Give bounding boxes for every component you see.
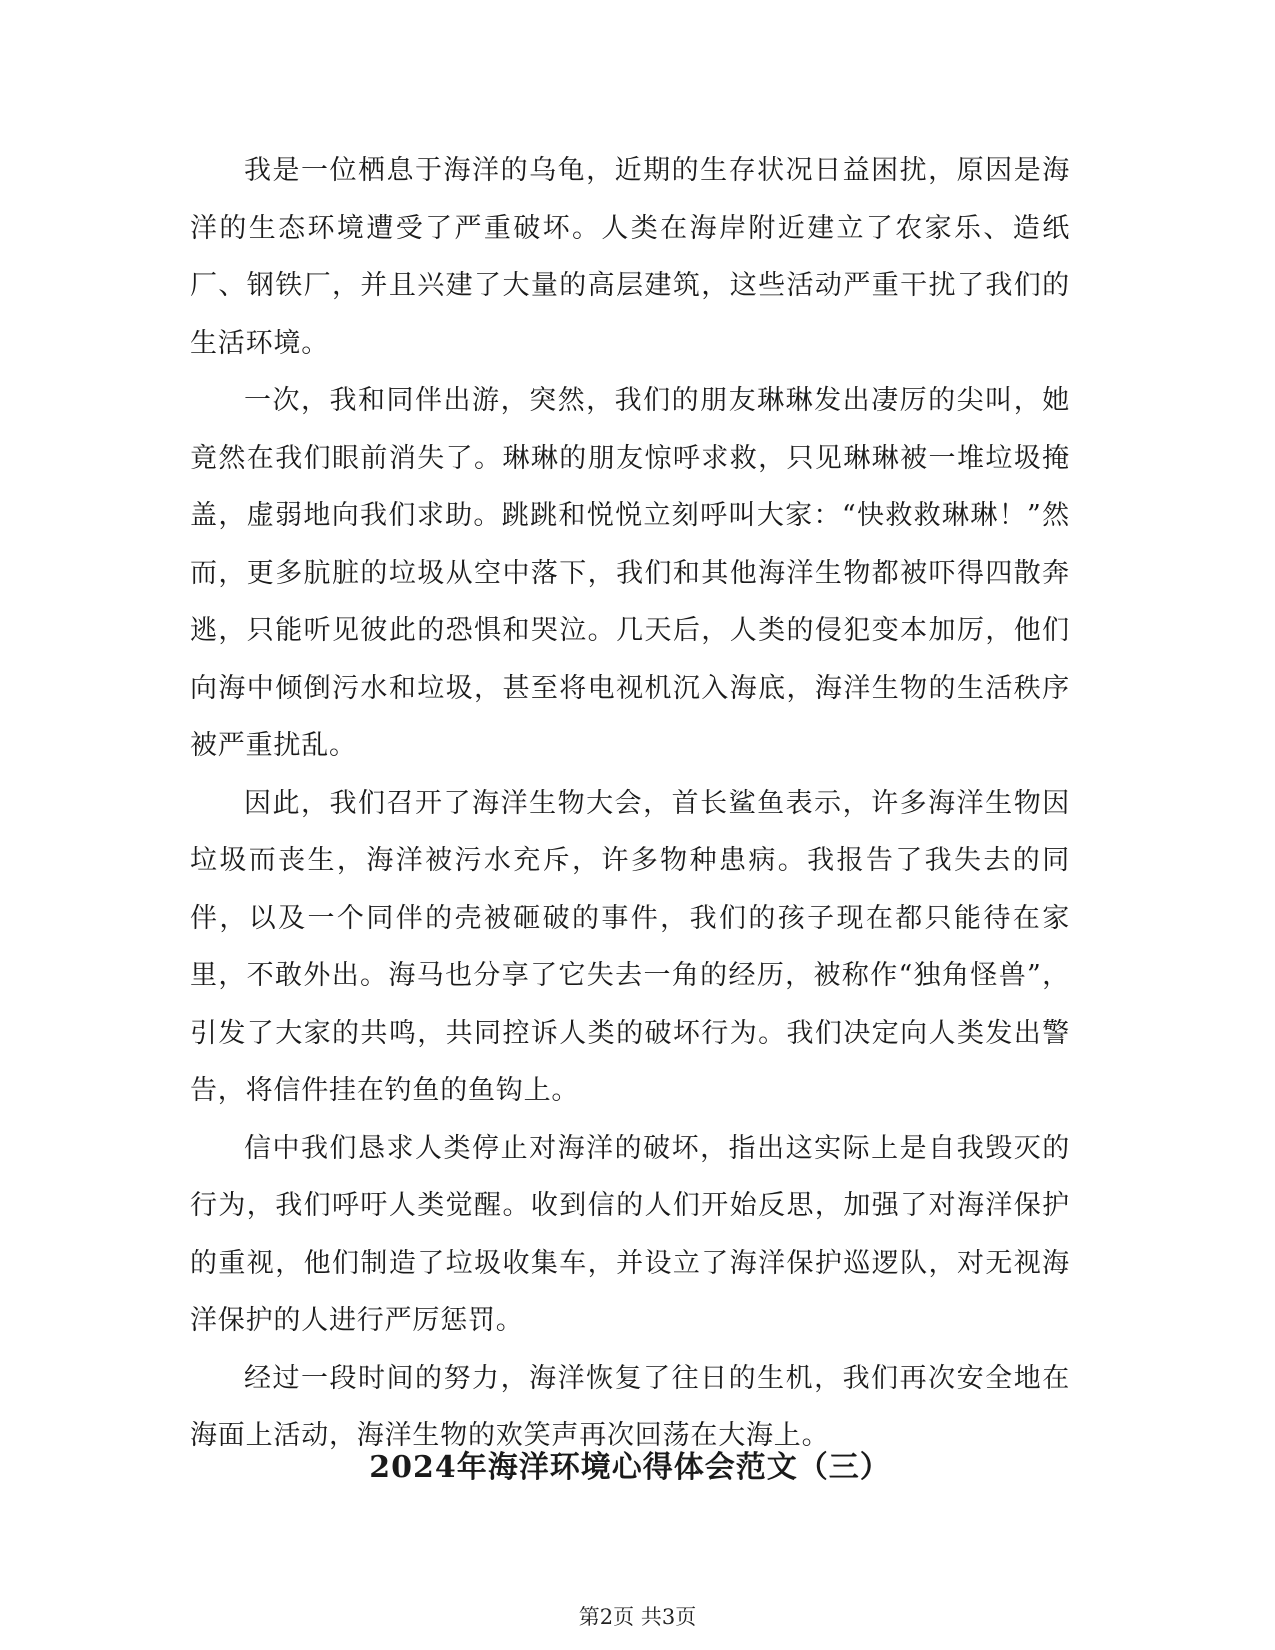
page-number-footer: 第2页 共3页 [578,1605,697,1629]
paragraph-5: 经过一段时间的努力，海洋恢复了往日的生机，我们再次安全地在海面上活动，海洋生物的欢笑声再次回荡在大海上。 [190,1362,1070,1451]
paragraph-3: 因此，我们召开了海洋生物大会，首长鲨鱼表示，许多海洋生物因垃圾而丧生，海洋被污水充斥，许多物种患病。我报告了我失去的同伴，以及一个同伴的壳被砸破的事件，我们的孩子现在都只能待在家里，不敢外出。海马也分享了它失去一角的经历，被称作“独角怪兽”，引发了大家的共鸣，共同控诉人类的破坏行为。我们决定向人类发出警告，将信件挂在钓鱼的鱼钩上。 [190,787,1070,1106]
paragraph-4: 信中我们恳求人类停止对海洋的破坏，指出这实际上是自我毁灭的行为，我们呼吁人类觉醒。收到信的人们开始反思，加强了对海洋保护的重视，他们制造了垃圾收集车，并设立了海洋保护巡逻队，对无视海洋保护的人进行严厉惩罚。 [190,1132,1070,1336]
paragraph-2: 一次，我和同伴出游，突然，我们的朋友琳琳发出凄厉的尖叫，她竟然在我们眼前消失了。琳琳的朋友惊呼求救，只见琳琳被一堆垃圾掩盖，虚弱地向我们求助。跳跳和悦悦立刻呼叫大家：“快救救琳琳！”然而，更多肮脏的垃圾从空中落下，我们和其他海洋生物都被吓得四散奔逃，只能听见彼此的恐惧和哭泣。几天后，人类的侵犯变本加厉，他们向海中倾倒污水和垃圾，甚至将电视机沉入海底，海洋生物的生活秩序被严重扰乱。 [190,385,1070,761]
paragraph-1: 我是一位栖息于海洋的乌龟，近期的生存状况日益困扰，原因是海洋的生态环境遭受了严重破坏。人类在海岸附近建立了农家乐、造纸厂、钢铁厂，并且兴建了大量的高层建筑，这些活动严重干扰了我们的生活环境。 [190,155,1070,359]
document-body [190,142,1070,1465]
section-title: 2024年海洋环境心得体会范文（三） [369,1450,891,1485]
